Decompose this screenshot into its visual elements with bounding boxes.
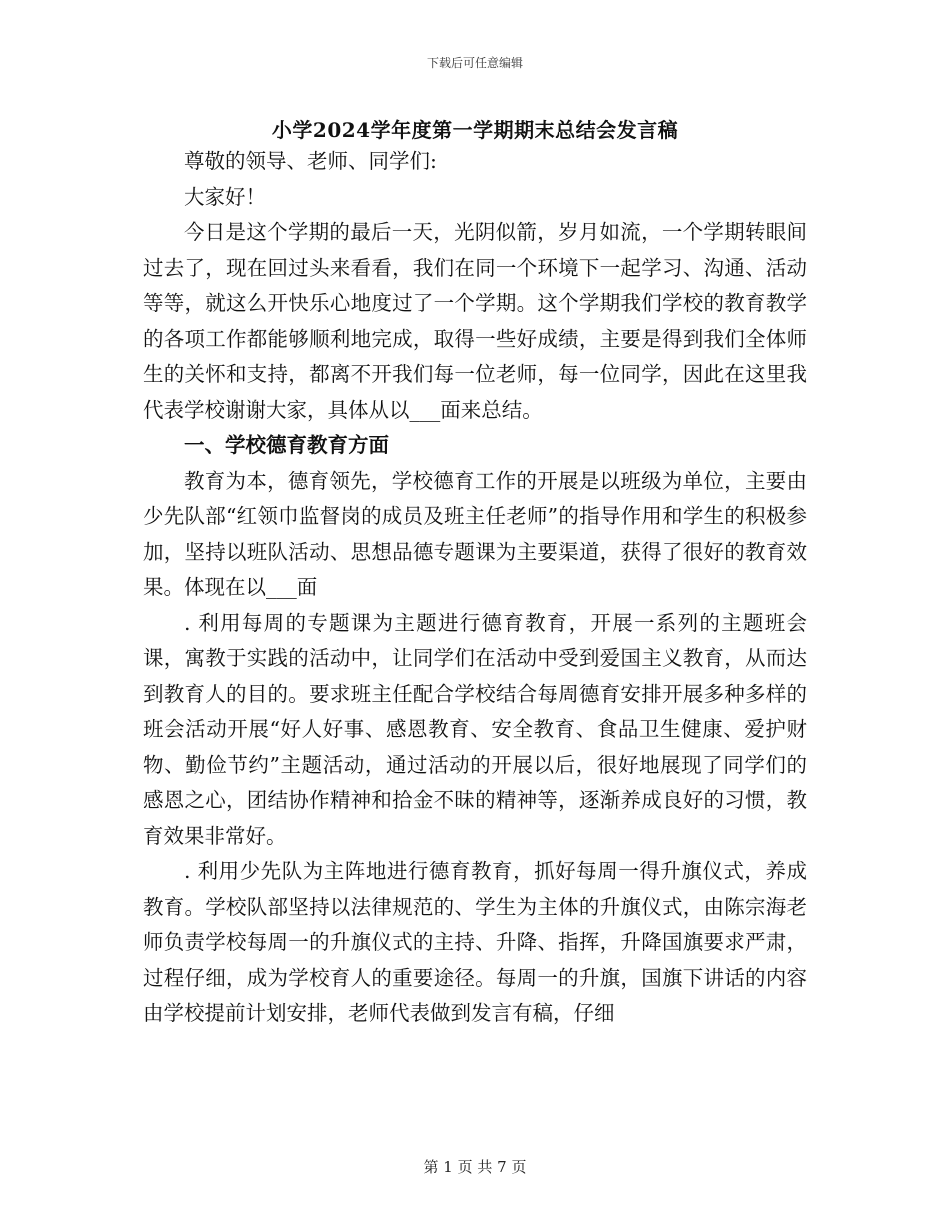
salutation: 尊敬的领导、老师、同学们:	[184, 149, 437, 173]
document-title: 小学2024学年度第一学期期末总结会发言稿	[271, 118, 679, 142]
page-number: 第 1 页 共 7 页	[423, 1158, 527, 1176]
greeting: 大家好！	[184, 184, 266, 209]
paragraph-moral-education: 教育为本，德育领先，学校德育工作的开展是以班级为单位，主要由少先队部“红领巾监督岗的成员及班主任老师”的指导作用和学生的积极参加，坚持以班队活动、思想品德专题课为主要渠道，获得了很好的教育效果。体现在以___面	[143, 468, 807, 599]
header-note: 下载后可任意编辑	[426, 56, 523, 70]
paragraph-intro: 今日是这个学期的最后一天，光阴似箭，岁月如流，一个学期转眼间过去了，现在回过头来看看，我们在同一个环境下一起学习、沟通、活动等等，就这么开快乐心地度过了一个学期。这个学期我们学校的教育教学的各项工作都能够顺利地完成，取得一些好成绩，主要是得到我们全体师生的关怀和支持，都离不开我们每一位老师，每一位同学，因此在这里我代表学校谢谢大家，具体从以___面来总结。	[143, 220, 807, 422]
paragraph-flag-ceremony: . 利用少先队为主阵地进行德育教育，抓好每周一得升旗仪式，养成教育。学校队部坚持以法律规范的、学生为主体的升旗仪式，由陈宗海老师负责学校每周一的升旗仪式的主持、升降、指挥，升降国旗要求严肃，过程仔细，成为学校育人的重要途径。每周一的升旗，国旗下讲话的内容由学校提前计划安排，老师代表做到发言有稿，仔细	[143, 859, 807, 1025]
document-body	[143, 144, 807, 1032]
section-heading: 一、学校德育教育方面	[184, 433, 389, 457]
paragraph-themed-classes: . 利用每周的专题课为主题进行德育教育，开展一系列的主题班会课，寓教于实践的活动中，让同学们在活动中受到爱国主义教育，从而达到教育人的目的。要求班主任配合学校结合每周德育安排开展多种多样的班会活动开展“好人好事、感恩教育、安全教育、食品卫生健康、爱护财物、勤俭节约”主题活动，通过活动的开展以后，很好地展现了同学们的感恩之心，团结协作精神和拾金不昧的精神等，逐渐养成良好的习惯，教育效果非常好。	[143, 610, 807, 848]
